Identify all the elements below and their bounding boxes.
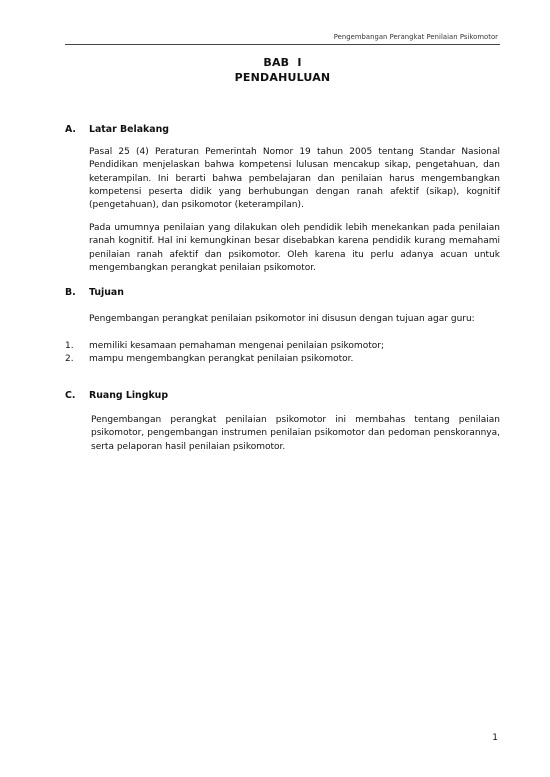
list-item bbox=[65, 353, 500, 366]
chapter-title: PENDAHULUAN bbox=[234, 71, 331, 84]
numbered-list bbox=[65, 340, 500, 367]
section-title: Tujuan bbox=[89, 287, 124, 298]
list-number: 1. bbox=[65, 341, 74, 351]
running-header: Pengembangan Perangkat Penilaian Psikomotor bbox=[333, 33, 498, 41]
paragraph: Pengembangan perangkat penilaian psikomotor ini disusun dengan tujuan agar guru: bbox=[89, 314, 475, 324]
list-text: memiliki kesamaan pemahaman mengenai penilaian psikomotor; bbox=[89, 341, 384, 351]
list-number: 2. bbox=[65, 354, 74, 365]
section-heading-ruang-lingkup bbox=[65, 390, 168, 402]
section-heading-latar-belakang bbox=[65, 124, 169, 136]
chapter-title-block bbox=[65, 55, 500, 85]
list-item bbox=[65, 340, 500, 353]
page-number: 1 bbox=[492, 733, 498, 743]
section-letter: B. bbox=[65, 287, 76, 298]
section-letter: C. bbox=[65, 390, 76, 401]
section-title: Latar Belakang bbox=[89, 124, 169, 135]
header-rule bbox=[65, 44, 500, 45]
section-heading-tujuan bbox=[65, 287, 124, 299]
paragraph: Pada umumnya penilaian yang dilakukan oleh pendidik lebih menekankan pada penilaian ranah kognitif. Hal ini kemungkinan besar disebabkan karena pendidik kurang memahami penilaian ranah afektif dan psikomotor. Oleh karena itu perlu adanya acuan untuk mengembangkan perangkat penilaian psikomotor. bbox=[89, 223, 500, 273]
section-letter: A. bbox=[65, 124, 76, 135]
list-text: mampu mengembangkan perangkat penilaian psikomotor. bbox=[89, 354, 354, 365]
paragraph: Pasal 25 (4) Peraturan Pemerintah Nomor 19 tahun 2005 tentang Standar Nasional Pendidikan menjelaskan bahwa kompetensi lulusan mencakup sikap, pengetahuan, dan keterampilan. Ini berarti bahwa pembelajaran dan penilaian harus mengembangkan kompetensi peserta didik yang berhubungan dengan ranah afektif (sikap), kognitif (pengetahuan), dan psikomotor (keterampilan). bbox=[89, 147, 500, 211]
chapter-number: BAB I bbox=[263, 56, 302, 69]
paragraph: Pengembangan perangkat penilaian psikomotor ini membahas tentang penilaian psikomotor, pengembangan instrumen penilaian psikomotor dan pedoman penskorannya, serta pelaporan hasil penilaian psikomotor. bbox=[91, 415, 500, 452]
section-title: Ruang Lingkup bbox=[89, 390, 169, 401]
